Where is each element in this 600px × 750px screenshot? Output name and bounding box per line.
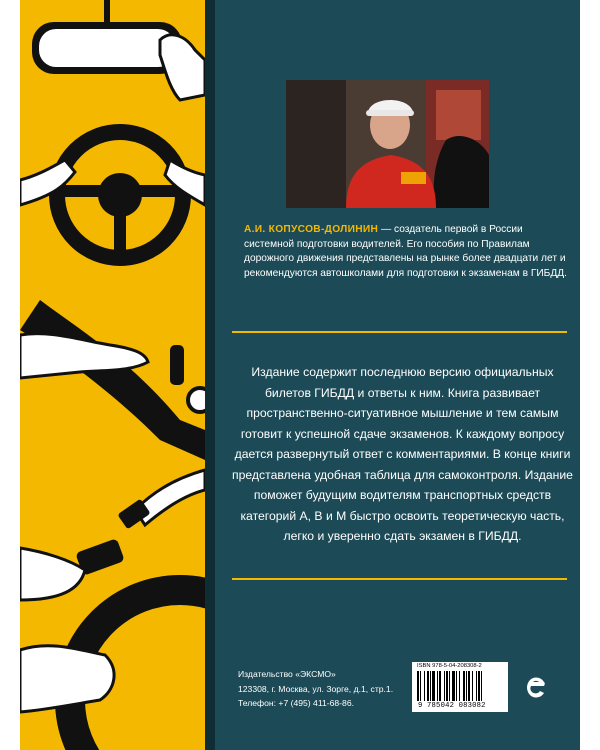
isbn-text: ISBN 978-5-04-208308-2 <box>417 663 482 669</box>
barcode-bar <box>439 671 441 701</box>
barcode-bar <box>430 671 431 701</box>
publisher-phone: Телефон: +7 (495) 411-68-86. <box>238 698 354 709</box>
barcode-bar <box>444 671 445 701</box>
publisher-imprint <box>238 667 423 711</box>
publisher-name: Издательство «ЭКСМО» <box>238 669 336 679</box>
divider-bottom <box>232 578 567 580</box>
barcode-bar <box>437 671 438 701</box>
illustration-stripe <box>20 0 205 750</box>
steering-wheel-icon <box>20 132 205 258</box>
barcode-bar <box>481 671 482 701</box>
barcode-bar <box>427 671 429 701</box>
barcode-bar <box>459 671 460 701</box>
eksmo-logo-icon <box>523 674 549 700</box>
barcode-number: 9 785042 083082 <box>418 702 486 710</box>
gear-lever-icon <box>20 300 205 460</box>
barcode-bars <box>416 671 504 701</box>
barcode-bar <box>417 671 419 701</box>
barcode-bar <box>456 671 457 701</box>
barcode-bar <box>476 671 477 701</box>
author-bio <box>244 223 574 281</box>
author-name: А.И. КОПУСОВ-ДОЛИНИН <box>244 224 379 235</box>
barcode-bar <box>478 671 480 701</box>
barcode-bar <box>420 671 421 701</box>
author-bio-text: — создатель первой в России системной подготовки водителей. Его пособия по Правилам дорожного движения представлены на рынке более двадцати лет и рекомендуются автошколами для подготовки к экзаменам в ГИБДД. <box>244 224 567 279</box>
divider-top <box>232 331 567 333</box>
barcode-bar <box>472 671 473 701</box>
barcode-bar <box>446 671 448 701</box>
isbn-barcode <box>412 662 508 712</box>
barcode-bar <box>466 671 467 701</box>
book-back-cover <box>20 0 580 750</box>
barcode-bar <box>432 671 435 701</box>
barcode-bar <box>449 671 450 701</box>
publisher-address: 123308, г. Москва, ул. Зорге, д.1, стр.1. <box>238 683 394 694</box>
barcode-bar <box>463 671 465 701</box>
book-description: Издание содержит последнюю версию официальных билетов ГИБДД и ответы к ним. Книга развивает пространственно-ситуативное мышление и тем самым готовит к успешной сдаче экзаменов. К каждому вопросу дается развернутый ответ с комментариями. В конце книги представлена удобная таблица для самоконтроля. Издание поможет будущим водителям транспортных средств категорий А, В и М быстро освоить теоретическую часть, легко и уверенно сдать экзамен в ГИБДД. <box>232 365 573 543</box>
barcode-bar <box>452 671 455 701</box>
barcode-bar <box>468 671 470 701</box>
stripe-edge <box>205 0 215 750</box>
mirror-icon <box>32 0 205 100</box>
author-photo <box>286 80 489 208</box>
barcode-bar <box>424 671 425 701</box>
